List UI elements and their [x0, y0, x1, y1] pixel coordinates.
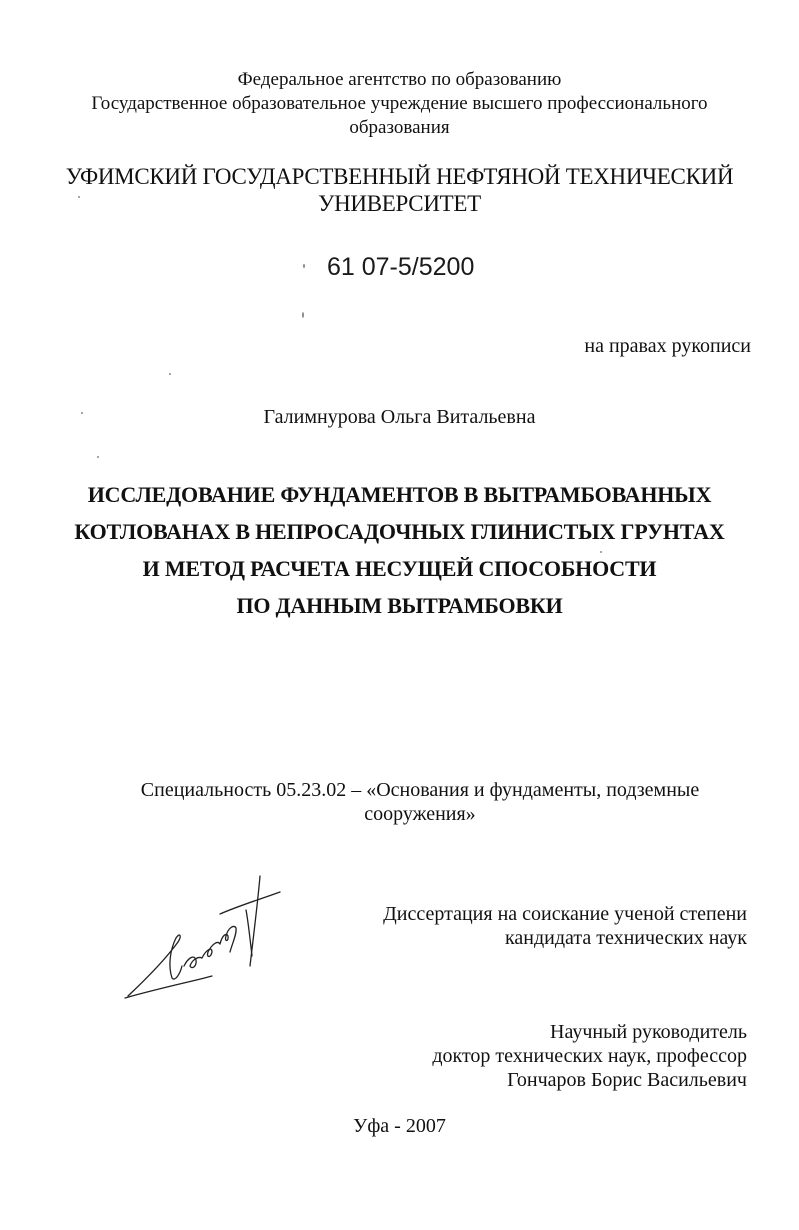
university-name-line1: УФИМСКИЙ ГОСУДАРСТВЕННЫЙ НЕФТЯНОЙ ТЕХНИЧЕСКИЙ	[65, 164, 734, 189]
scientific-supervisor	[432, 1020, 747, 1092]
title-line2: КОТЛОВАНАХ В НЕПРОСАДОЧНЫХ ГЛИНИСТЫХ ГРУНТАХ	[74, 519, 725, 544]
manuscript-rights-note: на правах рукописи	[584, 335, 751, 357]
supervisor-name: Гончаров Борис Васильевич	[507, 1069, 747, 1091]
degree-line1: Диссертация на соискание ученой степени	[383, 903, 747, 925]
degree-line2: кандидата технических наук	[504, 927, 747, 949]
specialty-line1: Специальность 05.23.02 – «Основания и фундаменты, подземные	[140, 779, 700, 801]
scan-speck	[169, 373, 171, 375]
handwritten-signature	[120, 870, 290, 1005]
institution-type: Государственное образовательное учреждение высшего профессионального	[91, 93, 708, 114]
author-name: Галимнурова Ольга Витальевна	[263, 406, 536, 428]
degree-statement	[383, 902, 747, 950]
city-year: Уфа - 2007	[353, 1115, 446, 1137]
supervisor-role: Научный руководитель	[550, 1021, 747, 1043]
university-name	[0, 163, 799, 217]
scan-speck	[302, 312, 304, 318]
agency-name: Федеральное агентство по образованию	[237, 69, 562, 90]
supervisor-degree: доктор технических наук, профессор	[432, 1045, 747, 1067]
specialty-line2: сооружения»	[364, 803, 476, 825]
specialty-statement	[0, 778, 799, 826]
dissertation-title	[0, 476, 799, 624]
scan-speck	[600, 551, 602, 553]
scan-speck	[78, 196, 80, 198]
scan-speck	[81, 412, 83, 414]
ministry-header	[0, 68, 799, 140]
title-line3: И МЕТОД РАСЧЕТА НЕСУЩЕЙ СПОСОБНОСТИ	[142, 556, 657, 581]
scan-speck	[303, 264, 305, 268]
scan-speck	[97, 456, 99, 458]
university-name-line2: УНИВЕРСИТЕТ	[318, 191, 481, 216]
library-stamp-code: 61 07-5/5200	[327, 253, 475, 281]
institution-type-cont: образования	[349, 117, 450, 138]
title-line4: ПО ДАННЫМ ВЫТРАМБОВКИ	[236, 593, 563, 618]
title-line1: ИССЛЕДОВАНИЕ ФУНДАМЕНТОВ В ВЫТРАМБОВАННЫХ	[87, 482, 712, 507]
